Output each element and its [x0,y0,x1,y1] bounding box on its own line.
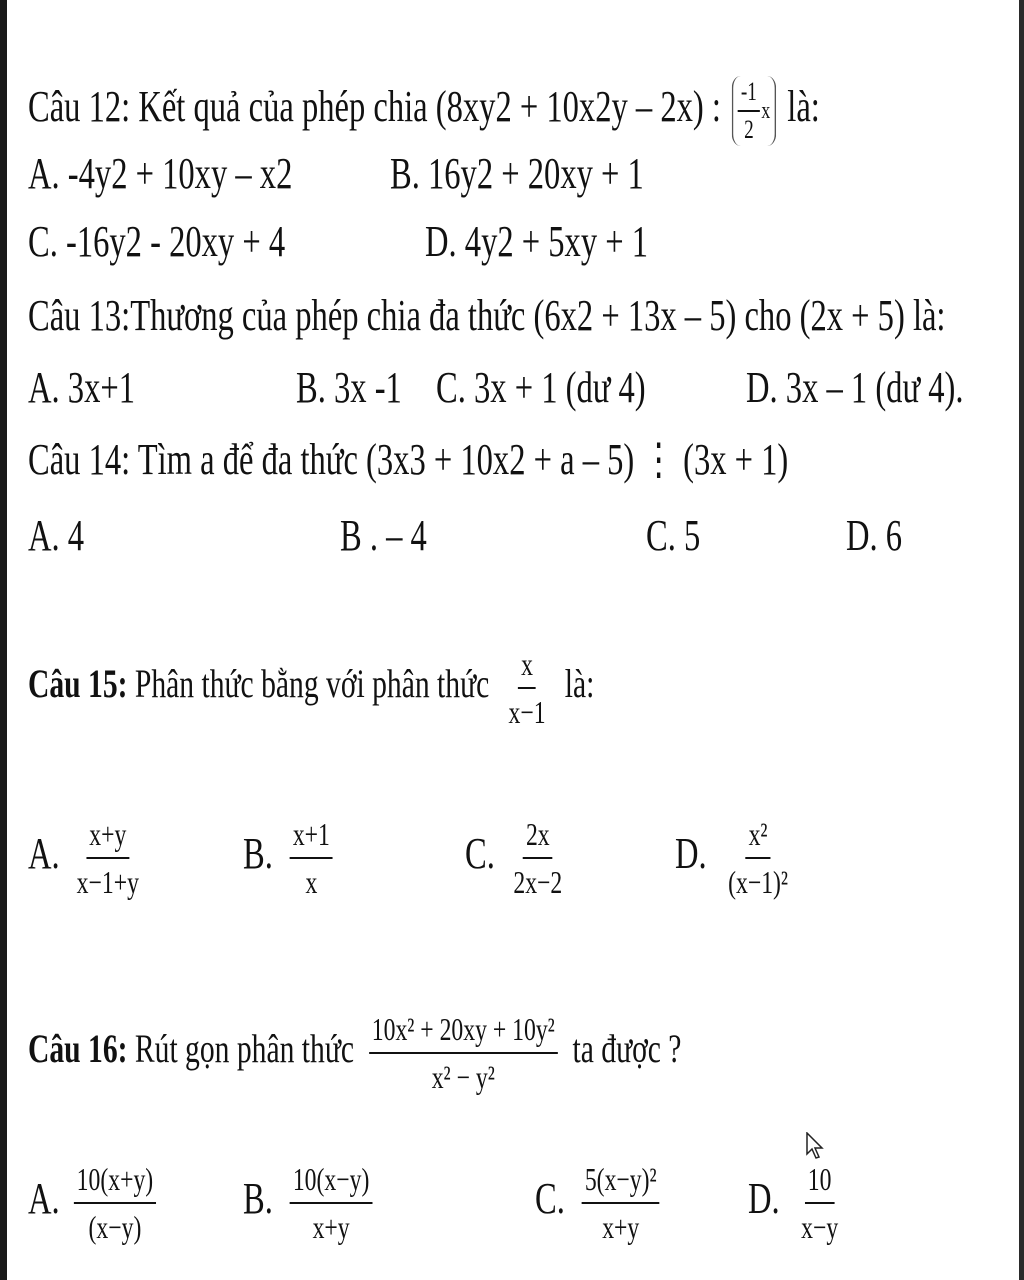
question-13-option-d[interactable]: D. 3x – 1 (dư 4). [746,363,964,412]
question-12-option-b[interactable]: B. 16y2 + 20xy + 1 [390,149,644,198]
question-14-option-b[interactable]: B . – 4 [340,511,427,560]
question-13-option-c[interactable]: C. 3x + 1 (dư 4) [436,363,646,412]
question-16-option-c[interactable]: C. $\frac{\text{5(x−y)²}}{x+y}$ [535,1160,703,1246]
question-12-text: Câu 12: Kết quả của phép chia (8xy2 + 10x2y – 2x) : $\frac{-1}{2}$ x là: [28,77,820,144]
question-14-option-a[interactable]: A. 4 [28,511,85,560]
question-15-option-b[interactable]: B. $\frac{x+1}{x}$ [243,815,364,901]
question-12-option-d[interactable]: D. 4y2 + 5xy + 1 [425,217,649,266]
question-12-option-c[interactable]: C. -16y2 - 20xy + 4 [28,217,286,266]
right-edge-bar [1019,0,1024,1280]
question-15-option-c[interactable]: C. $\frac{2x}{2x-2}$ [465,816,563,900]
question-15-fraction: $\frac{x}{x-1}$ [508,646,546,730]
question-12-divisor: $\frac{-1}{2}$ x [732,76,776,146]
question-16-option-a[interactable]: A. $\frac{10(x+y)}{(x-y)}$ [28,1160,201,1246]
question-14-option-c[interactable]: C. 5 [646,511,701,560]
question-12-option-a[interactable]: A. -4y2 + 10xy – x2 [28,149,293,198]
question-15-option-a[interactable]: A. $\frac{x+y}{x-1+y}$ [28,816,139,900]
question-14: Câu 14: Tìm a để đa thức (3x3 + 10x2 + a – 5) ⋮ (3x + 1) [28,435,789,484]
left-edge-bar [0,0,7,1280]
question-14-option-d[interactable]: D. 6 [846,511,903,560]
question-16-option-d[interactable]: D. $\frac{10}{x-y}$ [748,1161,839,1245]
question-12 [28,76,1024,146]
question-13: Câu 13:Thương của phép chia đa thức (6x2 + 13x – 5) cho (2x + 5) là: [28,291,946,340]
question-15: Câu 15: Phân thức bằng với phân thức $\frac{x}{x-1}$ là: [28,646,595,730]
question-16-fraction: $\frac{\text{10x² + 20xy + 10y²}}{\text{x² − y²}}$ [369,1010,558,1096]
question-16-option-b[interactable]: B. $\frac{10(x-y)}{x+y}$ [243,1160,418,1246]
question-16: Câu 16: Rút gọn phân thức $\frac{\text{10x² + 20xy + 10y²}}{\text{x² − y²}}$ ta được ? [28,1011,682,1095]
mouse-cursor-icon [806,1132,824,1160]
question-13-option-a[interactable]: A. 3x+1 [28,363,135,412]
question-15-option-d[interactable]: D. $\frac{\text{x²}}{\text{(x−1)²}}$ [675,816,789,900]
question-13-option-b[interactable]: B. 3x -1 [296,363,402,412]
